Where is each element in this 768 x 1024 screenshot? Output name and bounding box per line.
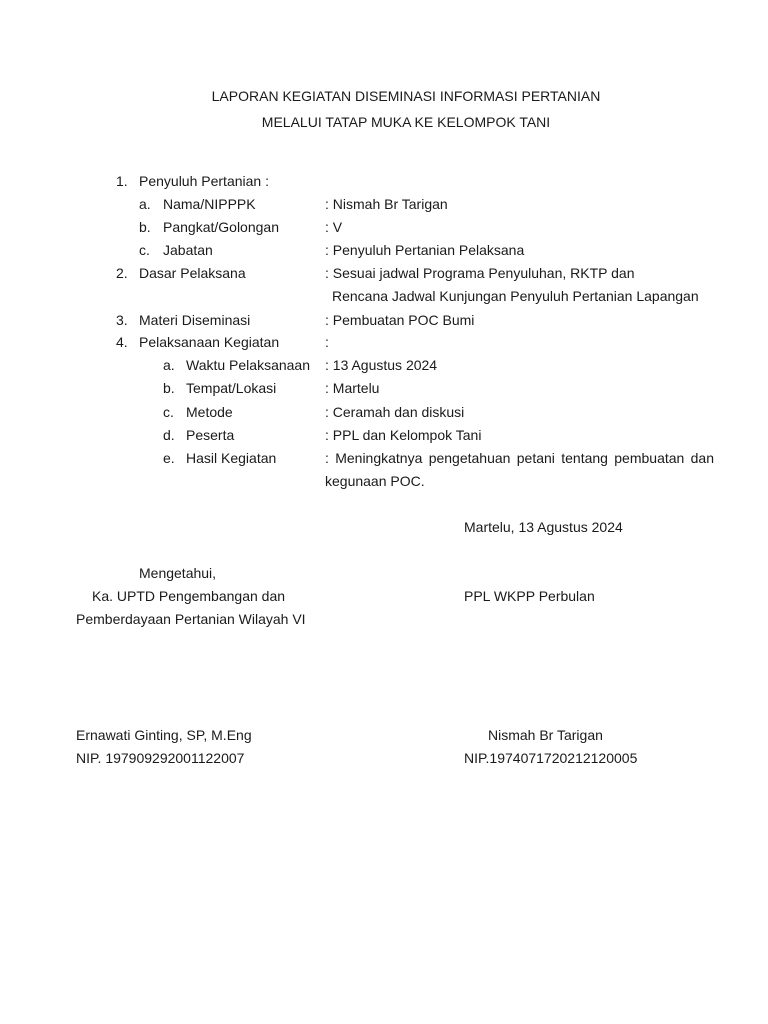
- subitem-value-waktu: : 13 Agustus 2024: [325, 357, 438, 373]
- subitem-label-waktu: Waktu Pelaksanaan: [186, 357, 310, 373]
- item-label-penyuluh: Penyuluh Pertanian :: [139, 173, 269, 189]
- left-signer-name: Ernawati Ginting, SP, M.Eng: [76, 727, 252, 743]
- item-number-1: 1.: [116, 173, 128, 189]
- subitem-value-jabatan: : Penyuluh Pertanian Pelaksana: [325, 242, 525, 258]
- subitem-label-tempat: Tempat/Lokasi: [186, 380, 277, 396]
- subitem-label-pangkat: Pangkat/Golongan: [163, 219, 279, 235]
- item-label-materi: Materi Diseminasi: [139, 312, 251, 328]
- subitem-value-metode: : Ceramah dan diskusi: [325, 404, 465, 420]
- subitem-value-hasil-1: : Meningkatnya pengetahuan petani tentang pembuatan dan: [325, 450, 714, 466]
- subitem-value-pangkat: : V: [325, 219, 343, 235]
- item-number-2: 2.: [116, 265, 128, 281]
- left-signer-title-1: Ka. UPTD Pengembangan dan: [92, 588, 286, 604]
- right-signer-name: Nismah Br Tarigan: [488, 727, 603, 743]
- left-signer-nip: NIP. 197909292001122007: [76, 750, 245, 766]
- place-date: Martelu, 13 Agustus 2024: [464, 519, 623, 535]
- title-line-2: MELALUI TATAP MUKA KE KELOMPOK TANI: [261, 114, 551, 130]
- item-value-pelaksanaan: :: [325, 334, 329, 350]
- subitem-value-nama: : Nismah Br Tarigan: [325, 196, 448, 212]
- item-label-dasar: Dasar Pelaksana: [139, 265, 246, 281]
- item-value-materi: : Pembuatan POC Bumi: [325, 312, 475, 328]
- subitem-label-nama: Nama/NIPPPK: [163, 196, 256, 212]
- subitem-letter-a: a.: [139, 196, 151, 212]
- item-value-dasar-1: : Sesuai jadwal Programa Penyuluhan, RKTP dan: [325, 265, 635, 281]
- item-label-pelaksanaan: Pelaksanaan Kegiatan: [139, 334, 280, 350]
- title-line-1: LAPORAN KEGIATAN DISEMINASI INFORMASI PERTANIAN: [211, 88, 601, 104]
- right-signer-nip: NIP.1974071720212120005: [464, 750, 638, 766]
- subitem-letter-b: b.: [139, 219, 151, 235]
- subitem-label-metode: Metode: [186, 404, 233, 420]
- subitem-value-tempat: : Martelu: [325, 380, 380, 396]
- subitem-letter-c: c.: [139, 242, 150, 258]
- right-signer-title: PPL WKPP Perbulan: [464, 588, 595, 604]
- subitem-label-jabatan: Jabatan: [163, 242, 213, 258]
- item-number-4: 4.: [116, 334, 128, 350]
- subitem-value-peserta: : PPL dan Kelompok Tani: [325, 427, 482, 443]
- subitem-letter-peserta: d.: [163, 427, 175, 443]
- left-signer-title-2: Pemberdayaan Pertanian Wilayah VI: [76, 611, 306, 627]
- subitem-label-hasil: Hasil Kegiatan: [186, 450, 277, 466]
- item-number-3: 3.: [116, 312, 128, 328]
- subitem-label-peserta: Peserta: [186, 427, 235, 443]
- subitem-letter-tempat: b.: [163, 380, 175, 396]
- mengetahui-label: Mengetahui,: [139, 565, 217, 581]
- subitem-letter-metode: c.: [163, 404, 174, 420]
- item-value-dasar-2: Rencana Jadwal Kunjungan Penyuluh Pertanian Lapangan: [332, 288, 699, 304]
- subitem-letter-hasil: e.: [163, 450, 175, 466]
- subitem-letter-waktu: a.: [163, 357, 175, 373]
- subitem-value-hasil-2: kegunaan POC.: [325, 473, 425, 489]
